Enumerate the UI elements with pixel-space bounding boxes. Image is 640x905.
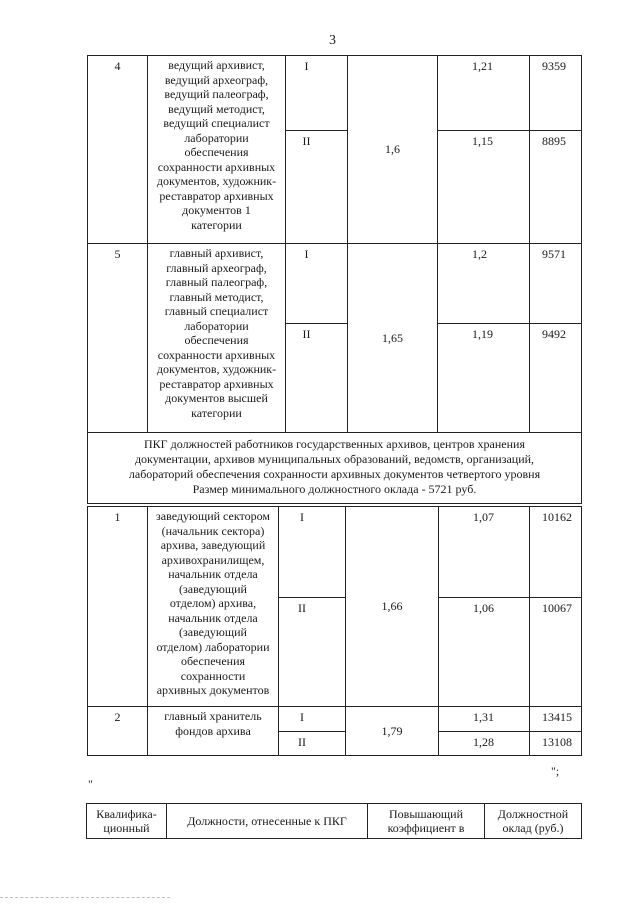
salary-value: 9359 bbox=[530, 56, 582, 131]
header-coefficient: Повышающий коэффициент в bbox=[368, 804, 485, 839]
row-number: 2 bbox=[88, 707, 148, 756]
qualification-level: I bbox=[286, 56, 348, 131]
opening-quote: " bbox=[88, 777, 93, 791]
scan-artifact bbox=[0, 897, 170, 899]
position-title: ведущий архивист, ведущий археограф, ведущий палеограф, ведущий методист, ведущий специалист лаборатории обеспечения сохранности архивных документов, художник- реставратор архивных документов 1 категории bbox=[148, 56, 286, 244]
salary-table-lower bbox=[87, 506, 582, 756]
group-factor: 1,79 bbox=[346, 707, 439, 756]
salary-value: 10162 bbox=[530, 507, 582, 598]
qualification-level: II bbox=[286, 324, 348, 433]
salary-value: 9492 bbox=[530, 324, 582, 433]
header-qualification-level: Квалифика- ционный bbox=[87, 804, 167, 839]
qualification-level: I bbox=[279, 507, 346, 598]
salary-value: 8895 bbox=[530, 131, 582, 244]
salary-value: 13415 bbox=[530, 707, 582, 732]
qualification-level: II bbox=[286, 131, 348, 244]
raising-coefficient: 1,21 bbox=[438, 56, 530, 131]
raising-coefficient: 1,2 bbox=[438, 244, 530, 324]
salary-table-upper bbox=[87, 55, 582, 504]
row-number: 1 bbox=[88, 507, 148, 707]
closing-quote: "; bbox=[551, 764, 560, 778]
raising-coefficient: 1,15 bbox=[438, 131, 530, 244]
raising-coefficient: 1,19 bbox=[438, 324, 530, 433]
raising-coefficient: 1,07 bbox=[439, 507, 530, 598]
salary-value: 10067 bbox=[530, 598, 582, 707]
position-title: заведующий сектором (начальник сектора) архива, заведующий архивохранилищем, начальник отдела (заведующий отделом) архива, начальник отдела (заведующий отделом) лаборатории обеспечения сохранности архивных документов bbox=[148, 507, 279, 707]
position-title: главный архивист, главный археограф, главный палеограф, главный методист, главный специалист лаборатории обеспечения сохранности архивных документов, художник- реставратор архивных документов высшей категории bbox=[148, 244, 286, 433]
raising-coefficient: 1,31 bbox=[439, 707, 530, 732]
qualification-level: II bbox=[279, 732, 346, 756]
raising-coefficient: 1,06 bbox=[439, 598, 530, 707]
qualification-level: I bbox=[279, 707, 346, 732]
salary-value: 13108 bbox=[530, 732, 582, 756]
header-salary: Должностной оклад (руб.) bbox=[485, 804, 582, 839]
group-factor: 1,6 bbox=[348, 56, 438, 244]
header-positions: Должности, отнесенные к ПКГ bbox=[167, 804, 368, 839]
next-table-header bbox=[86, 803, 582, 839]
raising-coefficient: 1,28 bbox=[439, 732, 530, 756]
position-title: главный хранитель фондов архива bbox=[148, 707, 279, 756]
group-factor: 1,66 bbox=[346, 507, 439, 707]
salary-value: 9571 bbox=[530, 244, 582, 324]
qualification-level: II bbox=[279, 598, 346, 707]
pkg-level-banner: ПКГ должностей работников государственных архивов, центров хранения документации, архивов муниципальных образований, ведомств, организаций, лабораторий обеспечения сохранности архивных документов четвертого уровня Размер минимального должностного оклада - 5721 руб. bbox=[88, 433, 582, 504]
row-number: 4 bbox=[88, 56, 148, 244]
qualification-level: I bbox=[286, 244, 348, 324]
page-number: 3 bbox=[329, 33, 336, 48]
group-factor: 1,65 bbox=[348, 244, 438, 433]
row-number: 5 bbox=[88, 244, 148, 433]
